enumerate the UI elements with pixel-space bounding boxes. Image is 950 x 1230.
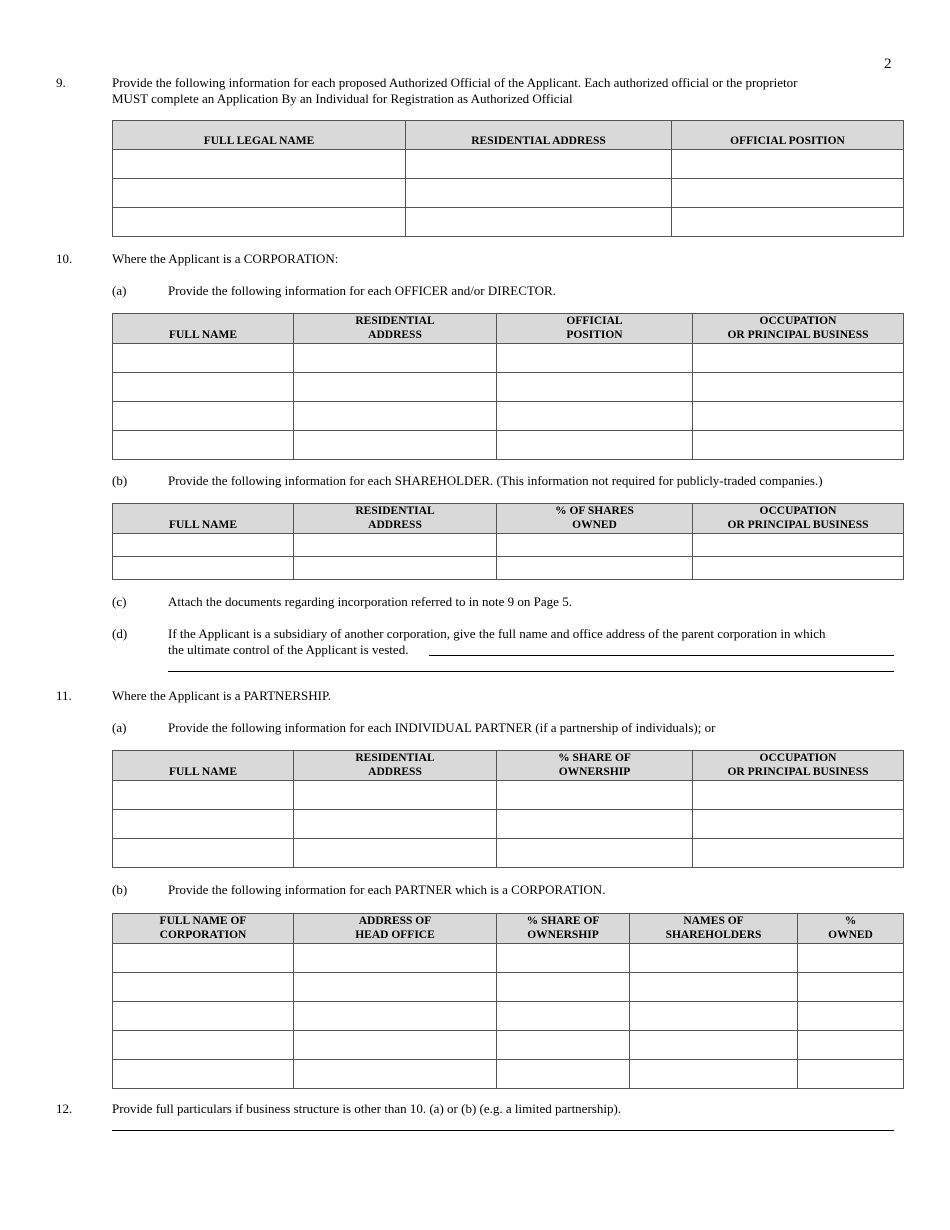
- residential-address-cell[interactable]: [294, 344, 497, 373]
- table-row: [113, 179, 904, 208]
- table-row: [113, 1002, 904, 1031]
- occupation-cell[interactable]: [693, 839, 904, 868]
- col-header: % SHARE OF OWNERSHIP: [497, 751, 693, 781]
- full-legal-name-cell[interactable]: [113, 150, 406, 179]
- head-office-address-cell[interactable]: [294, 1060, 497, 1089]
- official-position-cell[interactable]: [672, 150, 904, 179]
- full-name-cell[interactable]: [113, 839, 294, 868]
- col-header: OCCUPATION OR PRINCIPAL BUSINESS: [693, 504, 904, 534]
- percent-owned-cell[interactable]: [798, 1031, 904, 1060]
- col-header: NAMES OF SHAREHOLDERS: [630, 914, 798, 944]
- full-name-cell[interactable]: [113, 557, 294, 580]
- official-position-cell[interactable]: [497, 344, 693, 373]
- full-name-cell[interactable]: [113, 781, 294, 810]
- occupation-cell[interactable]: [693, 534, 904, 557]
- q12-number: 12.: [56, 1101, 73, 1116]
- q11b-text: Provide the following information for each PARTNER which is a CORPORATION.: [168, 882, 606, 897]
- table-row: [113, 534, 904, 557]
- q11a-text: Provide the following information for each INDIVIDUAL PARTNER (if a partnership of individuals); or: [168, 720, 716, 735]
- col-header: RESIDENTIAL ADDRESS: [294, 314, 497, 344]
- full-legal-name-cell[interactable]: [113, 208, 406, 237]
- table-row: [113, 973, 904, 1002]
- residential-address-cell[interactable]: [294, 781, 497, 810]
- shareholder-names-cell[interactable]: [630, 1060, 798, 1089]
- q10d-label: (d): [112, 626, 128, 641]
- col-header: FULL NAME: [113, 751, 294, 781]
- page-number: 2: [884, 56, 892, 72]
- authorized-officials-table: [112, 120, 904, 237]
- percent-owned-cell[interactable]: [798, 1060, 904, 1089]
- official-position-cell[interactable]: [497, 431, 693, 460]
- head-office-address-cell[interactable]: [294, 1031, 497, 1060]
- corporation-name-cell[interactable]: [113, 973, 294, 1002]
- head-office-address-cell[interactable]: [294, 973, 497, 1002]
- residential-address-cell[interactable]: [294, 373, 497, 402]
- occupation-cell[interactable]: [693, 557, 904, 580]
- share-of-ownership-cell[interactable]: [497, 810, 693, 839]
- col-header: OCCUPATION OR PRINCIPAL BUSINESS: [693, 314, 904, 344]
- share-of-ownership-cell[interactable]: [497, 781, 693, 810]
- share-of-ownership-cell[interactable]: [497, 1002, 630, 1031]
- col-header: OFFICIAL POSITION: [497, 314, 693, 344]
- col-header: FULL LEGAL NAME: [113, 121, 406, 150]
- shares-owned-cell[interactable]: [497, 534, 693, 557]
- q9-text-line2: MUST complete an Application By an Individual for Registration as Authorized Official: [112, 91, 573, 106]
- shareholder-names-cell[interactable]: [630, 1002, 798, 1031]
- table-row: [113, 1031, 904, 1060]
- q11a-label: (a): [112, 720, 127, 735]
- table-row: [113, 402, 904, 431]
- residential-address-cell[interactable]: [294, 402, 497, 431]
- officers-directors-table: [112, 313, 904, 460]
- corporate-partners-table: [112, 913, 904, 1089]
- residential-address-cell[interactable]: [294, 810, 497, 839]
- full-name-cell[interactable]: [113, 344, 294, 373]
- q9-number: 9.: [56, 75, 66, 90]
- official-position-cell[interactable]: [672, 179, 904, 208]
- share-of-ownership-cell[interactable]: [497, 839, 693, 868]
- occupation-cell[interactable]: [693, 810, 904, 839]
- shareholder-names-cell[interactable]: [630, 944, 798, 973]
- corporation-name-cell[interactable]: [113, 1002, 294, 1031]
- percent-owned-cell[interactable]: [798, 944, 904, 973]
- corporation-name-cell[interactable]: [113, 944, 294, 973]
- residential-address-cell[interactable]: [406, 208, 672, 237]
- q10d-text-line2: the ultimate control of the Applicant is vested.: [168, 642, 409, 657]
- residential-address-cell[interactable]: [294, 557, 497, 580]
- share-of-ownership-cell[interactable]: [497, 944, 630, 973]
- col-header: FULL NAME OF CORPORATION: [113, 914, 294, 944]
- q11b-label: (b): [112, 882, 128, 897]
- full-name-cell[interactable]: [113, 534, 294, 557]
- col-header: FULL NAME: [113, 504, 294, 534]
- col-header: % SHARE OF OWNERSHIP: [497, 914, 630, 944]
- individual-partners-table: [112, 750, 904, 868]
- official-position-cell[interactable]: [497, 402, 693, 431]
- q10b-text: Provide the following information for each SHAREHOLDER. (This information not required for publicly-traded companies.): [168, 473, 823, 488]
- official-position-cell[interactable]: [497, 373, 693, 402]
- residential-address-cell[interactable]: [294, 534, 497, 557]
- table-row: [113, 839, 904, 868]
- col-header: % OWNED: [798, 914, 904, 944]
- head-office-address-cell[interactable]: [294, 1002, 497, 1031]
- q11-text: Where the Applicant is a PARTNERSHIP.: [112, 688, 332, 703]
- occupation-cell[interactable]: [693, 373, 904, 402]
- residential-address-cell[interactable]: [294, 431, 497, 460]
- table-row: [113, 150, 904, 179]
- official-position-cell[interactable]: [672, 208, 904, 237]
- percent-owned-cell[interactable]: [798, 973, 904, 1002]
- col-header: OCCUPATION OR PRINCIPAL BUSINESS: [693, 751, 904, 781]
- shareholder-names-cell[interactable]: [630, 1031, 798, 1060]
- col-header: % OF SHARES OWNED: [497, 504, 693, 534]
- table-row: [113, 1060, 904, 1089]
- table-row: [113, 944, 904, 973]
- table-row: [113, 208, 904, 237]
- q10a-text: Provide the following information for each OFFICER and/or DIRECTOR.: [168, 283, 556, 298]
- full-name-cell[interactable]: [113, 810, 294, 839]
- residential-address-cell[interactable]: [406, 150, 672, 179]
- full-name-cell[interactable]: [113, 402, 294, 431]
- col-header: RESIDENTIAL ADDRESS: [294, 751, 497, 781]
- q9-text-line1: Provide the following information for each proposed Authorized Official of the Applicant. Each authorized official or the proprietor: [112, 75, 798, 90]
- col-header: ADDRESS OF HEAD OFFICE: [294, 914, 497, 944]
- full-name-cell[interactable]: [113, 373, 294, 402]
- occupation-cell[interactable]: [693, 431, 904, 460]
- table-row: [113, 557, 904, 580]
- table-row: [113, 431, 904, 460]
- head-office-address-cell[interactable]: [294, 944, 497, 973]
- q10c-label: (c): [112, 594, 127, 609]
- share-of-ownership-cell[interactable]: [497, 1031, 630, 1060]
- table-row: [113, 781, 904, 810]
- table-row: [113, 344, 904, 373]
- residential-address-cell[interactable]: [294, 839, 497, 868]
- col-header: RESIDENTIAL ADDRESS: [406, 121, 672, 150]
- corporation-name-cell[interactable]: [113, 1060, 294, 1089]
- particulars-line[interactable]: [112, 1130, 894, 1131]
- share-of-ownership-cell[interactable]: [497, 1060, 630, 1089]
- col-header: RESIDENTIAL ADDRESS: [294, 504, 497, 534]
- q10d-text-line1: If the Applicant is a subsidiary of another corporation, give the full name and office address of the parent corporation in which: [168, 626, 826, 641]
- col-header: OFFICIAL POSITION: [672, 121, 904, 150]
- occupation-cell[interactable]: [693, 402, 904, 431]
- occupation-cell[interactable]: [693, 344, 904, 373]
- shareholder-names-cell[interactable]: [630, 973, 798, 1002]
- q10a-label: (a): [112, 283, 127, 298]
- table-row: [113, 373, 904, 402]
- residential-address-cell[interactable]: [406, 179, 672, 208]
- col-header: FULL NAME: [113, 314, 294, 344]
- q12-text: Provide full particulars if business structure is other than 10. (a) or (b) (e.g. a limited partnership).: [112, 1101, 622, 1116]
- parent-corporation-line-2[interactable]: [168, 671, 894, 672]
- q10b-label: (b): [112, 473, 128, 488]
- table-row: [113, 810, 904, 839]
- full-name-cell[interactable]: [113, 431, 294, 460]
- q11-number: 11.: [56, 688, 72, 703]
- corporation-name-cell[interactable]: [113, 1031, 294, 1060]
- q10c-text: Attach the documents regarding incorporation referred to in note 9 on Page 5.: [168, 594, 572, 609]
- full-legal-name-cell[interactable]: [113, 179, 406, 208]
- shareholders-table: [112, 503, 904, 580]
- q10-number: 10.: [56, 251, 73, 266]
- share-of-ownership-cell[interactable]: [497, 973, 630, 1002]
- parent-corporation-line-1[interactable]: [429, 655, 894, 656]
- shares-owned-cell[interactable]: [497, 557, 693, 580]
- q10-text: Where the Applicant is a CORPORATION:: [112, 251, 339, 266]
- occupation-cell[interactable]: [693, 781, 904, 810]
- percent-owned-cell[interactable]: [798, 1002, 904, 1031]
